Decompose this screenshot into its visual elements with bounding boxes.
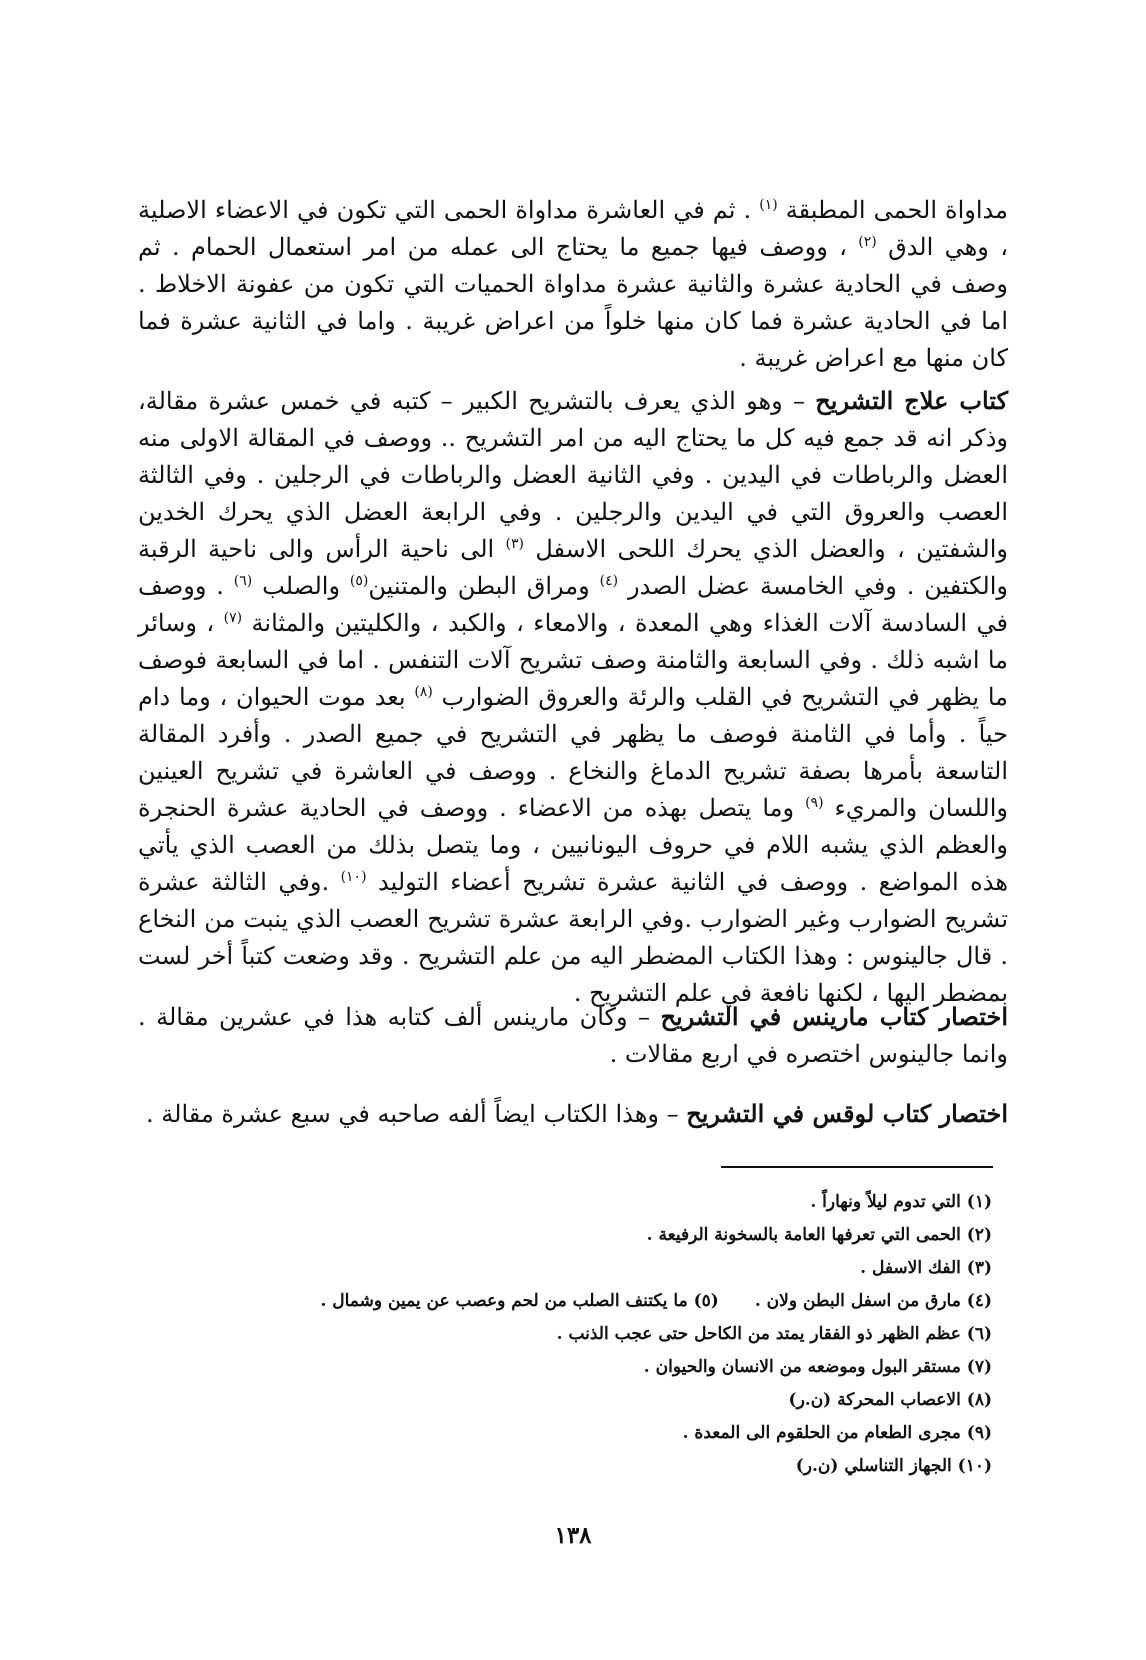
footnote-5: (٥) ما يكتنف الصلب من لحم وعصب عن يمين وشمال . bbox=[320, 1291, 719, 1311]
book-title: كتاب علاج التشريح bbox=[815, 386, 1009, 415]
footnote-ref-3: (٣) bbox=[505, 536, 525, 552]
footnote-4: (٤) مارق من اسفل البطن ولان . bbox=[754, 1291, 992, 1311]
text-span: – وهذا الكتاب ايضاً ألفه صاحبه في سبع عشرة مقالة . bbox=[146, 1100, 687, 1128]
book-title: اختصار كتاب مارينس في التشريح bbox=[660, 1002, 1008, 1031]
text-span: – وهو الذي يعرف بالتشريح الكبير – كتبه في خمس عشرة مقالة، وذكر انه قد جمع فيه كل ما يحتاج اليه من امر التشريح .. ووصف في المقالة الاولى منه العضل والرباطات في اليدين . وفي الثانية العضل والرباطات في الرجلين . وفي الثالثة العصب والعروق التي في اليدين والرجلين . وفي الرابعة العضل الذي يحرك الخدين والشفتين ، والعضل الذي يحرك اللحى الاسفل bbox=[138, 387, 1009, 563]
footnote-ref-8: (٨) bbox=[414, 684, 433, 700]
paragraph-text bbox=[138, 998, 1008, 1073]
paragraph-fevers-continued bbox=[138, 192, 1008, 377]
text-span: .وفي الثالثة عشرة تشريح الضوارب وغير الضوارب .وفي الرابعة عشرة تشريح العصب الذي ينبت من النخاع . قال جالينوس : وهذا الكتاب المضطر اليه من علم التشريح . وقد وضعت كتباً أخر لست بمضطر اليها ، لكنها نافعة في علم التشريح . bbox=[138, 868, 1008, 1007]
text-span: ، ووصف فيها جميع ما يحتاج الى عمله من امر استعمال الحمام . ثم وصف في الحادية عشرة والثانية عشرة مداواة الحميات التي تكون من عفونة الاخلاط . اما في الحادية عشرة فما كان منها خلواً من اعراض غريبة . واما في الثانية عشرة فما كان منها مع اعراض غريبة . bbox=[138, 233, 1008, 372]
footnotes bbox=[292, 1186, 992, 1483]
paragraph-text bbox=[138, 1095, 1008, 1133]
paragraph-text bbox=[138, 382, 1008, 1012]
footnote-ref-10: (١٠) bbox=[340, 869, 367, 885]
text-span: – وكان مارينس ألف كتابه هذا في عشرين مقالة . وانما جالينوس اختصره في اربع مقالات . bbox=[138, 1003, 1008, 1068]
paragraph-marinus-abridgement bbox=[138, 998, 1008, 1073]
book-title: اختصار كتاب لوقس في التشريح bbox=[686, 1099, 1008, 1128]
footnote-ref-5: (٥) bbox=[349, 573, 369, 589]
footnote-ref-1: (١) bbox=[759, 197, 778, 213]
text-span: ومراق البطن والمتنين bbox=[368, 572, 600, 600]
text-span: والصلب bbox=[252, 572, 350, 600]
footnote-10: (١٠) الجهاز التناسلي (ن.ر) bbox=[795, 1456, 992, 1476]
footnote-6: (٦) عظم الظهر ذو الفقار يمتد من الكاحل حتى عجب الذنب . bbox=[556, 1324, 992, 1344]
footnote-ref-9: (٩) bbox=[805, 795, 824, 811]
footnote-divider bbox=[721, 1166, 993, 1168]
footnote-7: (٧) مستقر البول وموضعه من الانسان والحيوان . bbox=[643, 1357, 992, 1377]
paragraph-text bbox=[138, 192, 1008, 377]
footnote-ref-2: (٢) bbox=[858, 234, 877, 250]
footnote-9: (٩) مجرى الطعام من الحلقوم الى المعدة . bbox=[682, 1423, 992, 1443]
footnote-2: (٢) الحمى التي تعرفها العامة بالسخونة الرفيعة . bbox=[646, 1225, 992, 1245]
footnote-ref-7: (٧) bbox=[223, 610, 243, 626]
text-span: ، وسائر ما اشبه ذلك . وفي السابعة والثامنة وصف تشريح آلات التنفس . اما في السابعة فوصف ما يظهر في التشريح في القلب والرئة والعروق الضوارب bbox=[138, 609, 1009, 711]
text-span: الى ناحية الرأس والى ناحية الرقبة والكتفين . وفي الخامسة عضل الصدر bbox=[138, 535, 1008, 600]
footnote-4-5-line bbox=[292, 1285, 992, 1318]
paragraph-lycus-abridgement bbox=[138, 1095, 1008, 1133]
footnote-8: (٨) الاعصاب المحركة (ن.ر) bbox=[788, 1390, 992, 1410]
footnote-ref-6: (٦) bbox=[233, 573, 253, 589]
footnote-3: (٣) الفك الاسفل . bbox=[860, 1258, 992, 1278]
text-span: . ووصف في السادسة آلات الغذاء وهي المعدة ، والامعاء ، والكبد ، والكليتين والمثانة bbox=[138, 572, 1009, 637]
footnote-1: (١) التي تدوم ليلاً ونهاراً . bbox=[810, 1192, 992, 1212]
text-span: وما يتصل بهذه من الاعضاء . ووصف في الحادية عشرة الحنجرة والعظم الذي يشبه اللام في حروف اليونانيين ، وما يتصل بذلك من العصب الذي يأتي هذه المواضع . ووصف في الثانية عشرة تشريح أعضاء التوليد bbox=[138, 794, 1009, 896]
page-number: ١٣٨ bbox=[554, 1522, 592, 1549]
text-span: مداواة الحمى المطبقة bbox=[777, 196, 1009, 224]
footnote-ref-4: (٤) bbox=[599, 573, 619, 589]
text-span: بعد موت الحيوان ، وما دام حياً . وأما في الثامنة فوصف ما يظهر في التشريح في جميع الصدر . وأفرد المقالة التاسعة بأمرها بصفة تشريح الدماغ والنخاع . ووصف في العاشرة في تشريح العينين واللسان والمريء bbox=[138, 683, 1008, 822]
text-span: . ثم في العاشرة مداواة الحمى التي تكون في الاعضاء الاصلية ، وهي الدق bbox=[138, 196, 1009, 261]
paragraph-anatomy-treatment bbox=[138, 382, 1008, 1012]
